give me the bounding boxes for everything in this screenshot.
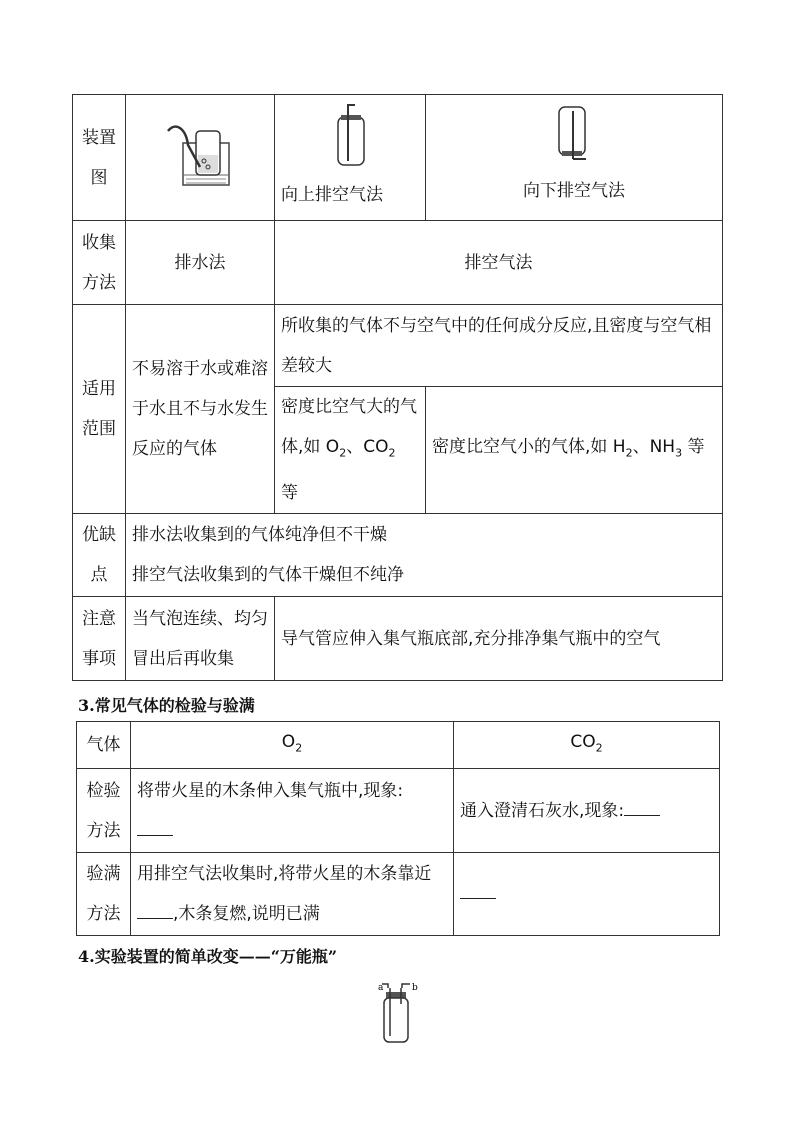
pros-line-1: 排水法收集到的气体纯净但不干燥	[132, 525, 387, 546]
pros-line-2: 排空气法收集到的气体干燥但不纯净	[132, 565, 404, 586]
water-method-name: 排水法	[126, 221, 275, 305]
row-label-pros-cons: 优缺点	[73, 514, 126, 597]
upward-air-displacement-image	[281, 95, 420, 175]
downward-method-caption: 向下排空气法	[523, 181, 625, 201]
header-gas: 气体	[77, 722, 131, 769]
lighter-gas-scope: 密度比空气小的气体,如 $H_2$、$NH_3$ 等	[426, 387, 723, 514]
co2-test-blank[interactable]	[624, 795, 660, 816]
header-co2: $CO_2$	[454, 722, 720, 769]
universal-bottle-image	[372, 978, 422, 1046]
o2-test-blank[interactable]	[137, 815, 173, 836]
co2-full-method	[454, 853, 720, 936]
gas-testing-table	[76, 721, 720, 936]
water-method-device-cell	[126, 95, 275, 221]
bottle-label-a: a	[378, 983, 384, 993]
o2-full-blank[interactable]	[137, 898, 173, 919]
co2-test-method: 通入澄清石灰水,现象:	[454, 769, 720, 853]
co2-full-blank[interactable]	[460, 878, 496, 899]
bottle-label-b: b	[412, 983, 418, 993]
row-label-full: 验满方法	[77, 853, 131, 936]
o2-full-method: 用排空气法收集时,将带火星的木条靠近,木条复燃,说明已满	[131, 853, 454, 936]
downward-air-displacement-image	[426, 95, 723, 167]
section-4-title: 4.实验装置的简单改变——“万能瓶”	[78, 947, 338, 966]
downward-device-cell	[426, 95, 723, 221]
row-label-test: 检验方法	[77, 769, 131, 853]
row-label-method: 收集方法	[73, 221, 126, 305]
water-displacement-apparatus-image	[126, 95, 275, 220]
row-label-scope: 适用范围	[73, 305, 126, 514]
row-label-notes: 注意事项	[73, 597, 126, 681]
upward-method-caption: 向上排空气法	[281, 185, 383, 205]
denser-gas-scope: 密度比空气大的气体,如 $O_2$、$CO_2$ 等	[275, 387, 426, 514]
header-o2: $O_2$	[131, 722, 454, 769]
air-method-scope: 所收集的气体不与空气中的任何成分反应,且密度与空气相差较大	[275, 305, 723, 387]
water-method-scope: 不易溶于水或难溶于水且不与水发生反应的气体	[126, 305, 275, 514]
upward-device-cell	[275, 95, 426, 221]
water-method-notes: 当气泡连续、均匀冒出后再收集	[126, 597, 275, 681]
o2-test-method: 将带火星的木条伸入集气瓶中,现象:	[131, 769, 454, 853]
collection-methods-table	[72, 94, 723, 681]
pros-cons-text	[126, 514, 723, 597]
air-method-name: 排空气法	[275, 221, 723, 305]
section-3-title: 3.常见气体的检验与验满	[78, 696, 255, 715]
row-label-device: 装置图	[73, 95, 126, 221]
air-method-notes: 导气管应伸入集气瓶底部,充分排净集气瓶中的空气	[275, 597, 723, 681]
